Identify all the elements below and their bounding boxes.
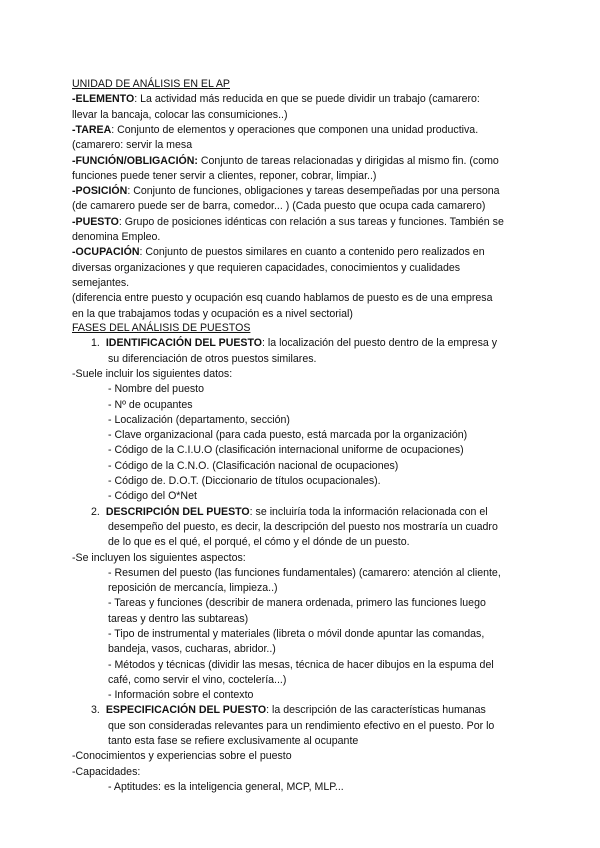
definition-line — [72, 245, 485, 260]
list-item — [108, 627, 484, 642]
phase-text: de lo que es el qué, el porqué, el cómo y el dónde de un puesto. — [108, 536, 410, 548]
list-item — [108, 382, 204, 397]
definition-text: semejantes. — [72, 277, 130, 289]
definition-continuation — [72, 261, 460, 276]
list-intro: -Suele incluir los siguientes datos: — [72, 368, 233, 380]
definition-line — [72, 92, 480, 107]
definition-text: : Conjunto de funciones, obligaciones y tareas desempeñadas por una persona — [127, 185, 500, 197]
phase-text: desempeño del puesto, es decir, la descripción del puesto nos mostraría un cuadro — [108, 521, 498, 533]
list-item-text: - Clave organizacional (para cada puesto, está marcada por la organización) — [108, 429, 468, 441]
list-item — [108, 612, 248, 627]
list-intro-line — [72, 749, 292, 764]
phase-continuation — [108, 719, 494, 734]
note-text: (diferencia entre puesto y ocupación esq cuando hablamos de puesto es de una empresa — [72, 292, 493, 304]
phase-text: su diferenciación de otros puestos similares. — [108, 353, 317, 365]
phase-line — [91, 703, 486, 718]
section-title-line — [72, 77, 230, 92]
list-item — [108, 489, 197, 504]
phase-text: tanto esta fase se refiere exclusivamente al ocupante — [108, 735, 359, 747]
definition-text: : Grupo de posiciones idénticas con relación a sus tareas y funciones. También se — [118, 216, 504, 228]
definition-line — [72, 154, 499, 169]
phase-text: : se incluiría toda la información relacionada con el — [249, 506, 488, 518]
phase-continuation — [108, 520, 498, 535]
definition-text: (camarero: servir la mesa — [72, 139, 193, 151]
list-item — [108, 780, 344, 795]
definition-text: Conjunto de tareas relacionadas y dirigidas al mismo fin. (como — [197, 155, 499, 167]
section-title: FASES DEL ANÁLISIS DE PUESTOS — [72, 322, 251, 334]
phase-line — [91, 336, 497, 351]
definition-continuation — [72, 199, 485, 214]
list-item-text: bandeja, vasos, cucharas, abridor..) — [108, 643, 276, 655]
list-item-text: - Código del O*Net — [108, 490, 197, 502]
list-intro-line — [72, 551, 246, 566]
list-item-text: - Métodos y técnicas (dividir las mesas, técnica de hacer dibujos en la espuma del — [108, 659, 494, 671]
list-item — [108, 398, 193, 413]
list-item — [108, 413, 290, 428]
list-item — [108, 581, 278, 596]
list-item — [108, 673, 286, 688]
definition-term: -POSICIÓN — [72, 185, 128, 197]
definition-text: : Conjunto de elementos y operaciones que componen una unidad productiva. — [111, 124, 479, 136]
phase-number: 3. — [91, 704, 100, 716]
definition-term: -ELEMENTO — [72, 93, 135, 105]
phase-heading: ESPECIFICACIÓN DEL PUESTO — [105, 704, 267, 716]
list-item-text: - Código de la C.I.U.O (clasificación internacional uniforme de ocupaciones) — [108, 444, 464, 456]
list-item-text: - Resumen del puesto (las funciones fundamentales) (camarero: atención al cliente, — [108, 567, 501, 579]
phase-continuation — [108, 734, 358, 749]
list-item-text: - Localización (departamento, sección) — [108, 414, 290, 426]
definition-line — [72, 215, 504, 230]
list-item-text: - Nº de ocupantes — [108, 399, 193, 411]
list-item — [108, 688, 253, 703]
list-item-text: - Código de. D.O.T. (Diccionario de títulos ocupacionales). — [108, 475, 381, 487]
definition-text: : La actividad más reducida en que se puede dividir un trabajo (camarero: — [134, 93, 480, 105]
list-item — [108, 642, 276, 657]
note-line — [72, 307, 353, 322]
definition-term: -TAREA — [72, 124, 112, 136]
definition-term: -OCUPACIÓN — [72, 246, 140, 258]
definition-text: diversas organizaciones y que requieren capacidades, conocimientos y cualidades — [72, 262, 461, 274]
list-item — [108, 474, 381, 489]
list-intro-line — [72, 765, 140, 780]
list-item-text: tareas y dentro las subtareas) — [108, 613, 249, 625]
definition-continuation — [72, 108, 288, 123]
definition-line — [72, 184, 500, 199]
list-item-text: - Información sobre el contexto — [108, 689, 254, 701]
list-intro: -Capacidades: — [72, 766, 141, 778]
list-item — [108, 566, 501, 581]
list-item-text: - Código de la C.N.O. (Clasificación nacional de ocupaciones) — [108, 460, 399, 472]
phase-continuation — [108, 535, 410, 550]
list-item — [108, 443, 464, 458]
phase-text: : la descripción de las características humanas — [266, 704, 486, 716]
list-item — [108, 658, 494, 673]
list-item — [108, 596, 486, 611]
definition-line — [72, 123, 478, 138]
list-intro: -Conocimientos y experiencias sobre el puesto — [72, 750, 292, 762]
list-item — [108, 459, 398, 474]
phase-line — [91, 505, 488, 520]
phase-heading: DESCRIPCIÓN DEL PUESTO — [105, 506, 250, 518]
section-title-line — [72, 321, 250, 336]
list-item — [108, 428, 467, 443]
note-line — [72, 291, 493, 306]
phase-heading: IDENTIFICACIÓN DEL PUESTO — [105, 337, 263, 349]
definition-continuation — [72, 169, 376, 184]
list-item-text: reposición de mercancía, limpieza..) — [108, 582, 278, 594]
list-item-text: - Tipo de instrumental y materiales (libreta o móvil donde apuntar las comandas, — [108, 628, 485, 640]
phase-continuation — [108, 352, 316, 367]
phase-number: 1. — [91, 337, 100, 349]
phase-text: : la localización del puesto dentro de la empresa y — [262, 337, 497, 349]
note-text: en la que trabajamos todas y ocupación es a nivel sectorial) — [72, 308, 353, 320]
definition-text: funciones puede tener servir a clientes, reponer, cobrar, limpiar..) — [72, 170, 377, 182]
definition-text: llevar la bancaja, colocar las consumiciones..) — [72, 109, 288, 121]
definition-text: denomina Empleo. — [72, 231, 161, 243]
definition-text: : Conjunto de puestos similares en cuanto a contenido pero realizados en — [139, 246, 485, 258]
definition-term: -FUNCIÓN/OBLIGACIÓN: — [72, 155, 198, 167]
definition-term: -PUESTO — [72, 216, 119, 228]
phase-number: 2. — [91, 506, 100, 518]
definition-continuation — [72, 276, 129, 291]
list-intro-line — [72, 367, 232, 382]
definition-continuation — [72, 138, 192, 153]
phase-text: que son consideradas relevantes para un rendimiento efectivo en el puesto. Por lo — [108, 720, 495, 732]
list-item-text: café, como servir el vino, coctelería...) — [108, 674, 287, 686]
definition-continuation — [72, 230, 160, 245]
definition-text: (de camarero puede ser de barra, comedor... ) (Cada puesto que ocupa cada camarero) — [72, 200, 486, 212]
list-item-text: - Aptitudes: es la inteligencia general, MCP, MLP... — [108, 781, 344, 793]
list-item-text: - Nombre del puesto — [108, 383, 204, 395]
list-item-text: - Tareas y funciones (describir de manera ordenada, primero las funciones luego — [108, 597, 486, 609]
section-title: UNIDAD DE ANÁLISIS EN EL AP — [72, 78, 230, 90]
list-intro: -Se incluyen los siguientes aspectos: — [72, 552, 246, 564]
